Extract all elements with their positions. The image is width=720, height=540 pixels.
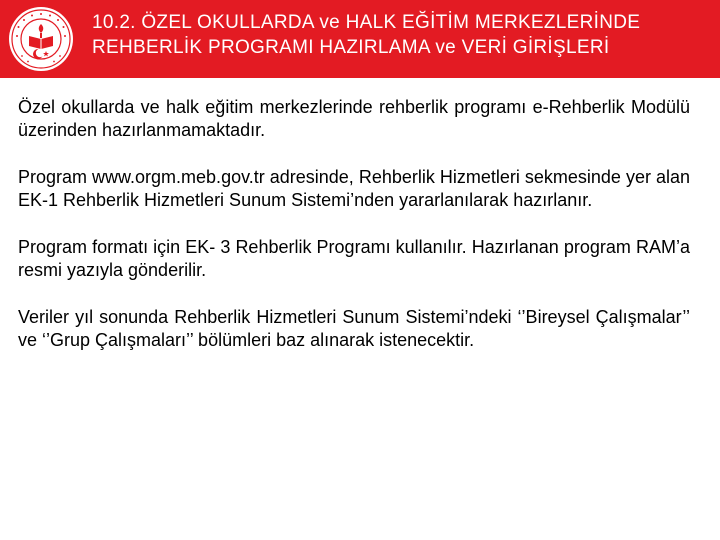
paragraph-2: Program www.orgm.meb.gov.tr adresinde, Rehberlik Hizmetleri sekmesinde yer alan EK-1 Rehberlik Hizmetleri Sunum Sistemi’nden yararlanılarak hazırlanır. <box>18 167 690 210</box>
page-title <box>92 10 712 60</box>
title-line-1: 10.2. ÖZEL OKULLARDA ve HALK EĞİTİM MERKEZLERİNDE <box>92 12 641 33</box>
title-line-2: REHBERLİK PROGRAMI HAZIRLAMA ve VERİ GİRİŞLERİ <box>92 37 610 58</box>
meb-seal-logo-icon <box>8 6 74 72</box>
header-bar <box>0 0 720 78</box>
paragraph-3: Program formatı için EK- 3 Rehberlik Programı kullanılır. Hazırlanan program RAM’a resmi yazıyla gönderilir. <box>18 237 690 280</box>
body-text <box>18 96 690 352</box>
paragraph-1: Özel okullarda ve halk eğitim merkezlerinde rehberlik programı e-Rehberlik Modülü üzerinden hazırlanmamaktadır. <box>18 97 690 140</box>
paragraph-4: Veriler yıl sonunda Rehberlik Hizmetleri Sunum Sistemi’ndeki ‘’Bireysel Çalışmalar’’ ve ‘’Grup Çalışmaları’’ bölümleri baz alınarak istenecektir. <box>18 307 690 350</box>
